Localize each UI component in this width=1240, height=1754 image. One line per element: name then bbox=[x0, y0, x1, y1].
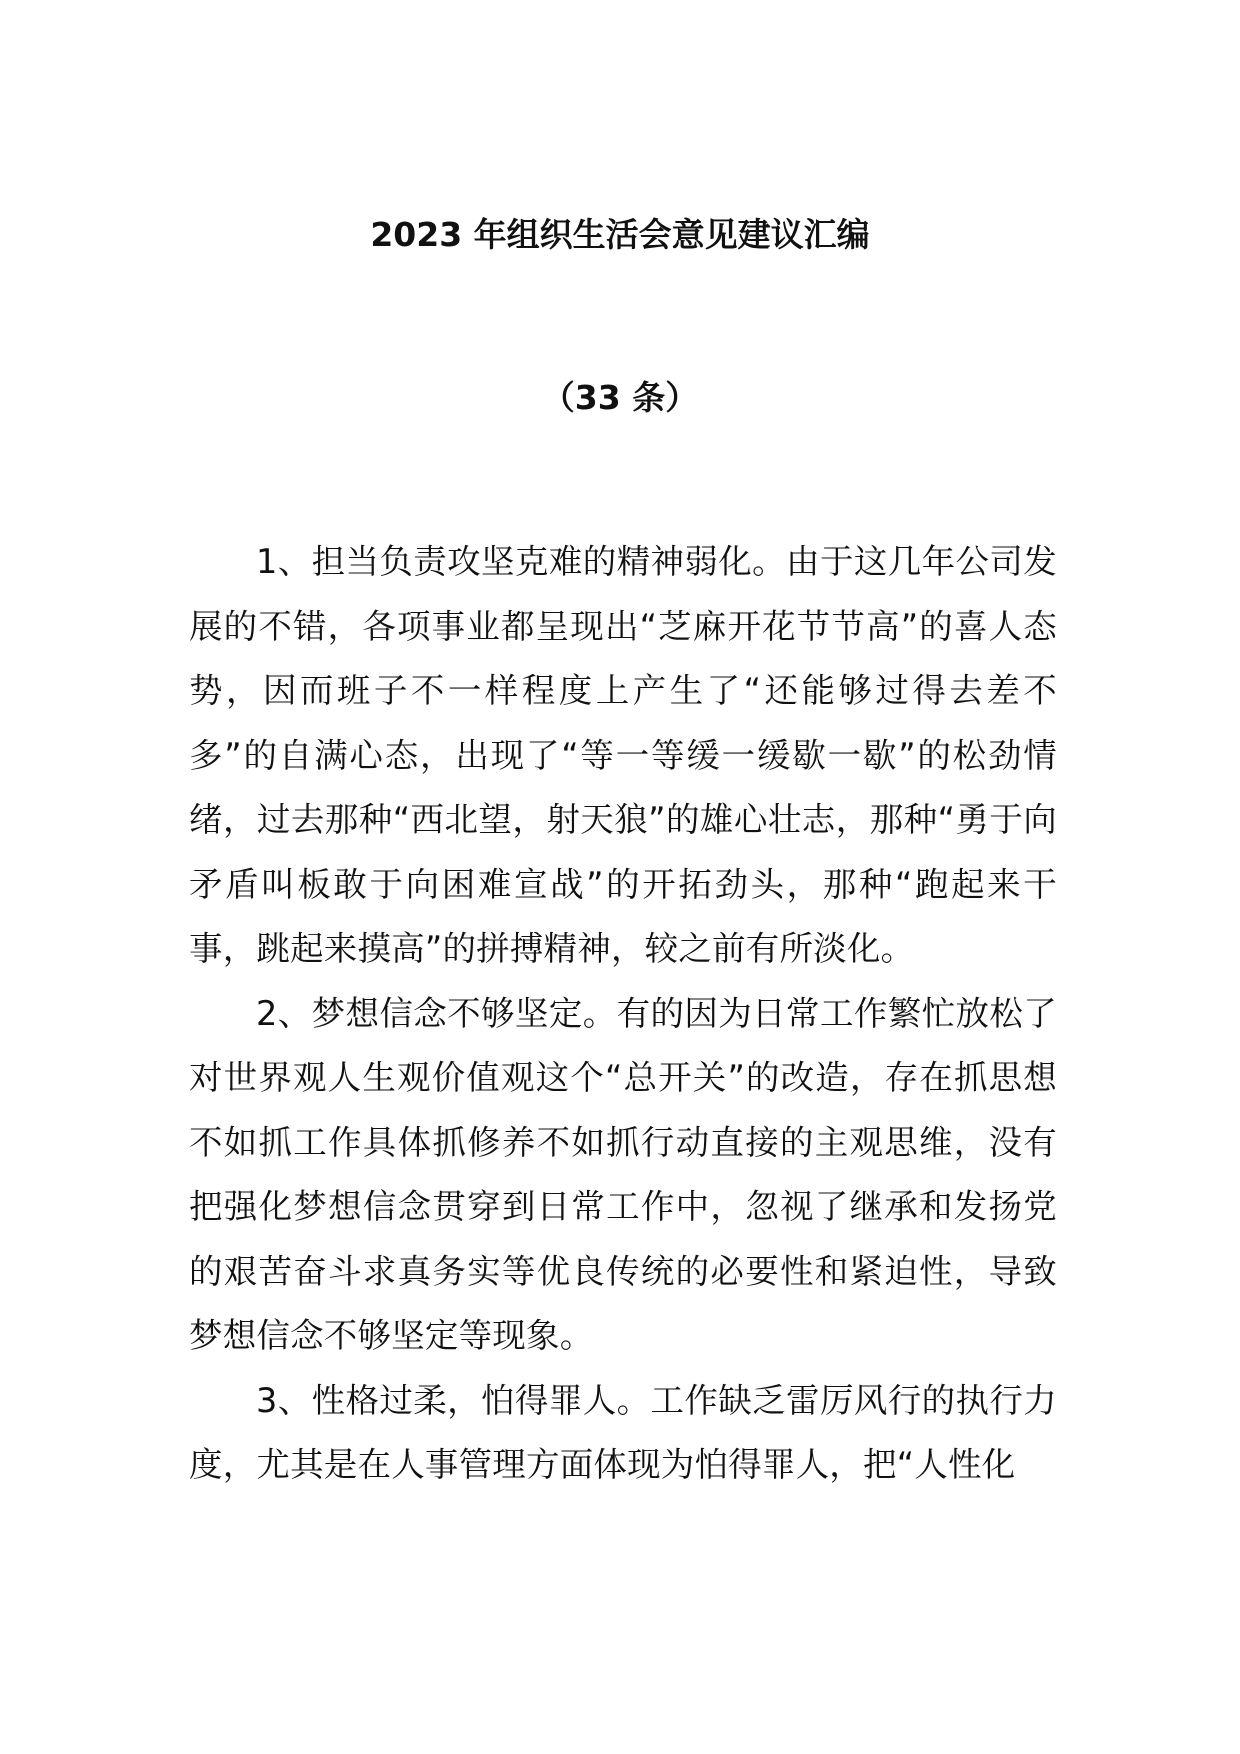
document-subtitle: （33 条） bbox=[541, 378, 699, 417]
document-title: 2023 年组织生活会意见建议汇编 bbox=[370, 215, 870, 254]
paragraph-3: 3、性格过柔，怕得罪人。工作缺乏雷厉风行的执行力度，尤其是在人事管理方面体现为怕得罪人，把“人性化 bbox=[189, 1380, 1057, 1484]
paragraph-1: 1、担当负责攻坚克难的精神弱化。由于这几年公司发展的不错，各项事业都呈现出“芝麻开花节节高”的喜人态势，因而班子不一样程度上产生了“还能够过得去差不多”的自满心态，出现了“等一等缓一缓歇一歇”的松劲情绪，过去那种“西北望，射天狼”的雄心壮志，那种“勇于向矛盾叫板敢于向困难宣战”的开拓劲头，那种“跑起来干事，跳起来摸高”的拼搏精神，较之前有所淡化。 bbox=[189, 542, 1057, 968]
document-body bbox=[189, 530, 1057, 1498]
paragraph-2: 2、梦想信念不够坚定。有的因为日常工作繁忙放松了对世界观人生观价值观这个“总开关”的改造，存在抓思想不如抓工作具体抓修养不如抓行动直接的主观思维，没有把强化梦想信念贯穿到日常工作中，忽视了继承和发扬党的艰苦奋斗求真务实等优良传统的必要性和紧迫性，导致梦想信念不够坚定等现象。 bbox=[189, 993, 1057, 1355]
